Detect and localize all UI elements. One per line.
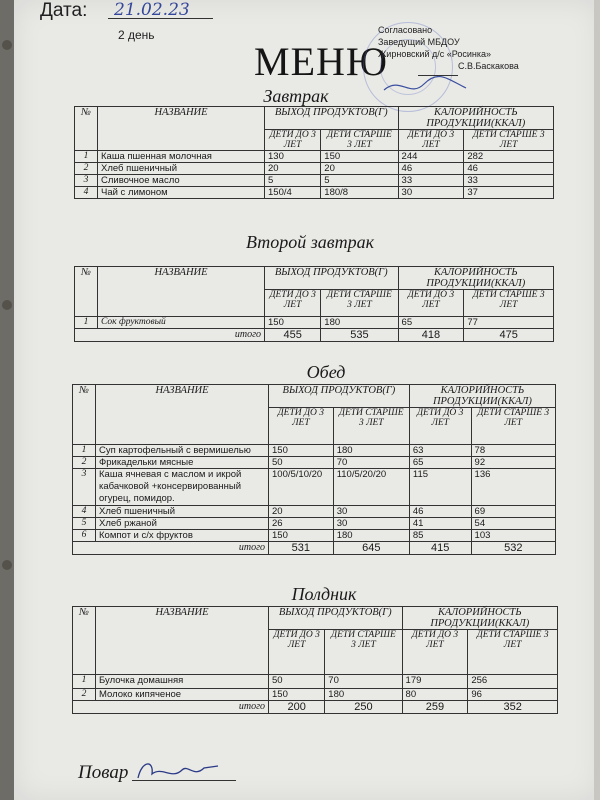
snack-table [72, 606, 558, 714]
section-title-snack: Полдник [291, 584, 357, 604]
table-row: 3 Сливочное масло 5 5 33 33 [75, 175, 554, 187]
table-row: 2 Молоко кипяченое 150 180 80 96 [73, 689, 558, 701]
background-edge [0, 0, 14, 800]
col-num: № [73, 607, 96, 675]
approval-line: С.В.Баскакова [458, 61, 519, 71]
table-row: 1 Сок фруктовый 150 180 65 77 [75, 317, 554, 329]
col-calories: КАЛОРИЙНОСТЬ ПРОДУКЦИИ(ККАЛ) [402, 607, 557, 630]
col-output: ВЫХОД ПРОДУКТОВ(Г) [265, 267, 399, 290]
totals-row: итого 455 535 418 475 [75, 329, 554, 342]
table-row: 2 Фрикадельки мясные 50 70 65 92 [73, 457, 556, 469]
col-name: НАЗВАНИЕ [96, 607, 269, 675]
page-title: МЕНЮ [254, 39, 388, 84]
col-over3: ДЕТИ СТАРШЕ 3 ЛЕТ [333, 408, 409, 445]
col-under3: ДЕТИ ДО 3 ЛЕТ [265, 290, 321, 317]
col-output: ВЫХОД ПРОДУКТОВ(Г) [269, 385, 410, 408]
section-title-lunch: Обед [306, 362, 346, 382]
table-row: 4 Чай с лимоном 150/4 180/8 30 37 [75, 187, 554, 199]
approval-line: Согласовано [378, 25, 433, 35]
col-name: НАЗВАНИЕ [96, 385, 269, 445]
col-num: № [75, 267, 98, 317]
col-calories: КАЛОРИЙНОСТЬ ПРОДУКЦИИ(ККАЛ) [409, 385, 555, 408]
approval-line: Жирновский д/с «Росинка» [378, 49, 492, 59]
col-under3: ДЕТИ ДО 3 ЛЕТ [398, 290, 464, 317]
table-row: 5 Хлеб ржаной 26 30 41 54 [73, 518, 556, 530]
col-num: № [75, 107, 98, 151]
col-over3: ДЕТИ СТАРШЕ 3 ЛЕТ [464, 290, 554, 317]
day-label: 2 день [118, 28, 155, 42]
col-num: № [73, 385, 96, 445]
col-over3: ДЕТИ СТАРШЕ 3 ЛЕТ [471, 408, 555, 445]
section-title-second-breakfast: Второй завтрак [246, 232, 374, 252]
table-row: 3 Каша ячневая с маслом и икрой кабачковой +консервированный огурец, помидор. 100/5/10/20 110/5/20/20 115 136 [73, 469, 556, 506]
table-row: 4 Хлеб пшеничный 20 30 46 69 [73, 506, 556, 518]
date-label: Дата: [40, 0, 88, 21]
col-over3: ДЕТИ СТАРШЕ 3 ЛЕТ [321, 130, 398, 151]
second-breakfast-table [74, 266, 554, 342]
col-output: ВЫХОД ПРОДУКТОВ(Г) [265, 107, 399, 130]
col-under3: ДЕТИ ДО 3 ЛЕТ [398, 130, 464, 151]
section-title-breakfast: Завтрак [263, 86, 329, 106]
table-row: 1 Каша пшенная молочная 130 150 244 282 [75, 151, 554, 163]
paper-edge [594, 0, 600, 800]
lunch-table [72, 384, 556, 555]
col-under3: ДЕТИ ДО 3 ЛЕТ [409, 408, 471, 445]
breakfast-table [74, 106, 554, 199]
table-row: 1 Суп картофельный с вермишелью 150 180 63 78 [73, 445, 556, 457]
col-under3: ДЕТИ ДО 3 ЛЕТ [265, 130, 321, 151]
totals-row: итого 531 645 415 532 [73, 542, 556, 555]
cook-label: Повар [78, 762, 129, 783]
col-over3: ДЕТИ СТАРШЕ 3 ЛЕТ [464, 130, 554, 151]
col-name: НАЗВАНИЕ [98, 267, 265, 317]
col-output: ВЫХОД ПРОДУКТОВ(Г) [269, 607, 403, 630]
approval-block [378, 24, 519, 72]
col-over3: ДЕТИ СТАРШЕ 3 ЛЕТ [325, 630, 402, 675]
table-row: 2 Хлеб пшеничный 20 20 46 46 [75, 163, 554, 175]
col-over3: ДЕТИ СТАРШЕ 3 ЛЕТ [468, 630, 558, 675]
totals-row: итого 200 250 259 352 [73, 701, 558, 714]
table-row: 1 Булочка домашняя 50 70 179 256 [73, 675, 558, 689]
col-calories: КАЛОРИЙНОСТЬ ПРОДУКЦИИ(ККАЛ) [398, 107, 553, 130]
table-row: 6 Компот и с/х фруктов 150 180 85 103 [73, 530, 556, 542]
col-under3: ДЕТИ ДО 3 ЛЕТ [269, 630, 325, 675]
col-over3: ДЕТИ СТАРШЕ 3 ЛЕТ [321, 290, 398, 317]
col-under3: ДЕТИ ДО 3 ЛЕТ [269, 408, 334, 445]
col-name: НАЗВАНИЕ [98, 107, 265, 151]
approval-line: Заведущий МБДОУ [378, 37, 460, 47]
cook-signature [132, 756, 222, 784]
col-calories: КАЛОРИЙНОСТЬ ПРОДУКЦИИ(ККАЛ) [398, 267, 553, 290]
col-under3: ДЕТИ ДО 3 ЛЕТ [402, 630, 468, 675]
date-value: 21.02.23 [114, 0, 190, 20]
